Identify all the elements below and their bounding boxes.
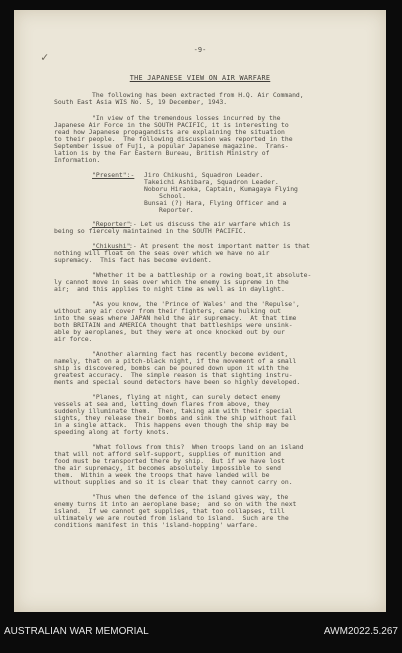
- reporter-line: :- Let us discuss the air warfare which is: [129, 220, 291, 228]
- paragraph-line: "Another alarming fact has recently become evident,: [92, 350, 289, 358]
- chikushi-line: :- At present the most important matter is that: [129, 242, 310, 250]
- para1-line: to their people. The following discussion was reported in the: [54, 135, 293, 143]
- paragraph-line: able by aeroplanes, but they were at once knocked out by our: [54, 328, 285, 336]
- attendee-line: Bunsai (?) Hara, Flying Officer and a: [144, 199, 287, 207]
- paragraph-line: "Whether it be a battleship or a rowing boat,it absolute-: [92, 271, 312, 279]
- attendee-line: Reporter.: [159, 206, 194, 214]
- para1-line: Information.: [54, 156, 101, 164]
- paragraph-line: ultimately we are routed from island to island. Such are the: [54, 514, 289, 522]
- paragraph-line: ship is discovered, bombs can be poured down upon it with the: [54, 364, 289, 372]
- intro-line: South East Asia WIS No. 5, 19 December, 1943.: [54, 98, 228, 106]
- paragraph-line: "As you know, the 'Prince of Wales' and the 'Repulse',: [92, 300, 300, 308]
- para1-line: lation is by the Far Eastern Bureau, British Ministry of: [54, 149, 270, 157]
- paragraph-line: without supplies and so it is clear that they cannot carry on.: [54, 478, 293, 486]
- archive-footer: [0, 612, 402, 653]
- paragraph-line: ly cannot move in seas over which the enemy is supreme in the: [54, 278, 289, 286]
- para1-line: read how Japanese propagandists are explaining the situation: [54, 128, 285, 136]
- check-mark-icon: ✓: [41, 50, 49, 64]
- paragraph-line: conditions manifest in this 'island-hopping' warfare.: [54, 521, 258, 529]
- paragraph-line: vessels at sea and, letting down flares from above, they: [54, 400, 270, 408]
- paragraph-line: them. Within a week the troops that have landed will be: [54, 471, 270, 479]
- paragraph-line: "What follows from this? When troops land on an island: [92, 443, 304, 451]
- para1-line: Japanese Air Force in the SOUTH PACIFIC, it is interesting to: [54, 121, 289, 129]
- paragraph-line: island. If we cannot get supplies, that too collapses, till: [54, 507, 285, 515]
- paragraph-line: "Planes, flying at night, can surely detect enemy: [92, 393, 281, 401]
- paragraph-line: ments and special sound detectors have been so highly developed.: [54, 378, 301, 386]
- paragraph-line: food must be transported there by ship. But if we have lost: [54, 457, 285, 465]
- reporter-label: "Reporter": [92, 220, 131, 228]
- paragraph-line: both BRITAIN and AMERICA thought that battleships were unsink-: [54, 321, 293, 329]
- paragraph-line: in a single attack. This happens even though the ship may be: [54, 421, 289, 429]
- para1-line: September issue of Fuji, a popular Japanese magazine. Trans-: [54, 142, 289, 150]
- paragraph-line: namely, that on a pitch-black night, if the movement of a small: [54, 357, 297, 365]
- page-number: -9-: [193, 46, 207, 54]
- intro-line: The following has been extracted from H.Q. Air Command,: [92, 91, 304, 99]
- attendee-line: Noboru Hiraoka, Captain, Kumagaya Flying: [144, 185, 298, 193]
- accession-number: AWM2022.5.267: [323, 626, 398, 637]
- paragraph-line: greatest accuracy. The simple reason is that sighting instru-: [54, 371, 293, 379]
- paragraph-line: sights, they release their bombs and sink the ship without fail: [54, 414, 297, 422]
- paragraph-line: enemy turns it into an aeroplane base; and so on with the next: [54, 500, 297, 508]
- chikushi-line: supremacy. This fact has become evident.: [54, 256, 212, 264]
- attendee-line: School.: [159, 192, 186, 200]
- document-title: THE JAPANESE VIEW ON AIR WARFARE: [129, 74, 271, 82]
- attendee-line: Jiro Chikushi, Squadron Leader.: [144, 171, 264, 179]
- paragraph-line: the air supremacy, it becomes absolutely impossible to send: [54, 464, 282, 472]
- paragraph-line: "Thus when the defence of the island gives way, the: [92, 493, 289, 501]
- institution-name: AUSTRALIAN WAR MEMORIAL: [4, 626, 149, 637]
- document-page: [14, 10, 386, 612]
- chikushi-label: "Chikushi": [92, 242, 131, 250]
- attendee-line: Takeichi Ashibara, Squadron Leader.: [144, 178, 279, 186]
- chikushi-line: nothing will float on the seas over which we have no air: [54, 249, 270, 257]
- paragraph-line: suddenly illuminate them. Then, taking aim with their special: [54, 407, 293, 415]
- paragraph-line: air; and this applies to night time as well as in daylight.: [54, 285, 285, 293]
- present-label: "Present":-: [92, 171, 135, 179]
- reporter-line: being so fiercely maintained in the SOUTH PACIFIC.: [54, 227, 247, 235]
- para1-line: "In view of the tremendous losses incurred by the: [92, 114, 281, 122]
- paragraph-line: speeding along at forty knots.: [54, 428, 170, 436]
- paragraph-line: that will not afford self-support, supplies of munition and: [54, 450, 282, 458]
- paragraph-line: into the seas where JAPAN held the air supremacy. At that time: [54, 314, 297, 322]
- paragraph-line: without any air cover from their fighters, came hulking out: [54, 307, 282, 315]
- paragraph-line: air force.: [54, 335, 93, 343]
